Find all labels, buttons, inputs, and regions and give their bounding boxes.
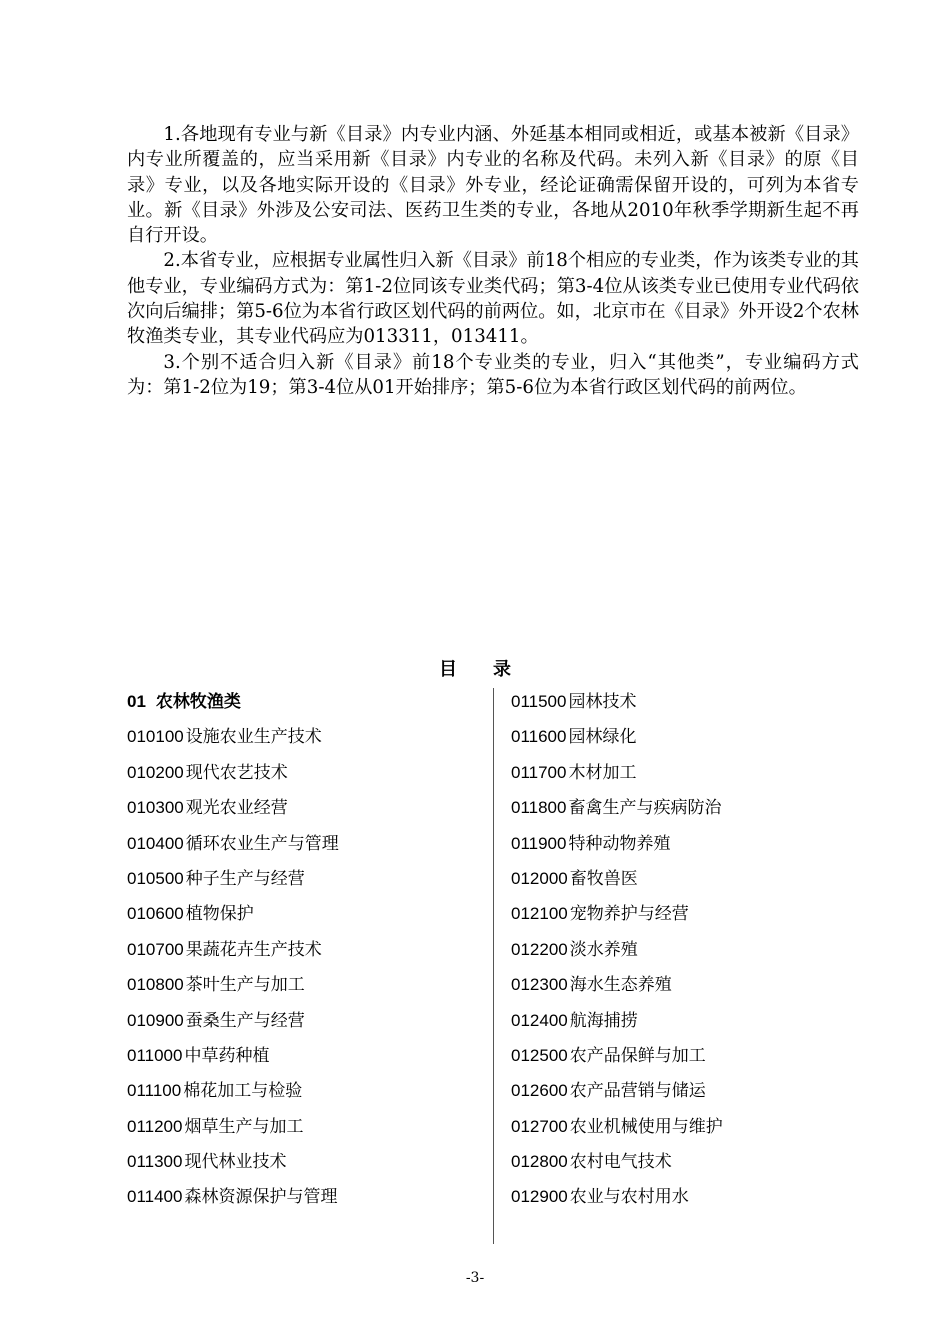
toc-entry-code: 011800	[511, 798, 567, 818]
toc-entry-name: 果蔬花卉生产技术	[185, 939, 322, 959]
toc-entry-code: 012900	[511, 1187, 568, 1207]
toc-entry-name: 农业机械使用与维护	[569, 1116, 723, 1136]
toc-entry	[511, 1113, 871, 1148]
toc-entry-name: 农产品营销与储运	[569, 1081, 706, 1101]
toc-entry	[511, 794, 871, 829]
toc-entry-name: 特种动物养殖	[568, 833, 671, 853]
toc-entry-code: 012000	[511, 868, 568, 888]
toc-entry-name: 畜禽生产与疾病防治	[568, 798, 722, 818]
toc-entry-name: 宠物养护与经营	[569, 904, 689, 924]
toc-entry	[511, 865, 871, 900]
toc-entry-code: 011700	[511, 762, 567, 782]
toc-entry	[127, 1148, 477, 1183]
column-divider	[493, 688, 494, 1244]
toc-entry	[127, 865, 477, 900]
toc-entry-name: 畜牧兽医	[569, 868, 638, 888]
toc-entry-name: 设施农业生产技术	[185, 727, 322, 747]
toc-entry	[127, 936, 477, 971]
toc-entry-name: 烟草生产与加工	[184, 1116, 304, 1136]
toc-entry-name: 农林牧渔类	[155, 692, 241, 711]
toc-entry-name: 茶叶生产与加工	[185, 975, 305, 995]
toc-entry-name: 农业与农村用水	[569, 1187, 689, 1207]
toc-entry-code: 011100	[127, 1081, 182, 1101]
toc-entry-name: 蚕桑生产与经营	[185, 1010, 305, 1030]
toc-entry-name: 园林绿化	[568, 727, 637, 747]
toc-entry-name: 木材加工	[568, 762, 637, 782]
toc-entry-name: 园林技术	[568, 692, 637, 711]
toc-entry-code: 012200	[511, 939, 568, 959]
toc-entry-code: 010600	[127, 904, 184, 924]
toc-entry-code: 010400	[127, 833, 184, 853]
toc-entry-code: 012100	[511, 904, 568, 924]
toc-category-heading	[127, 688, 477, 723]
toc-entry-name: 中草药种植	[184, 1045, 270, 1065]
toc-entry-code: 012400	[511, 1010, 568, 1030]
toc-entry-name: 农产品保鲜与加工	[569, 1045, 706, 1065]
toc-entry-code: 012800	[511, 1152, 568, 1172]
toc-entry-name: 淡水养殖	[569, 939, 638, 959]
toc-entry-code: 010300	[127, 798, 184, 818]
toc-entry	[511, 1077, 871, 1112]
toc-entry-code: 010500	[127, 868, 184, 888]
toc-entry-name: 观光农业经营	[185, 798, 288, 818]
toc-left-column	[127, 688, 477, 1219]
toc-entry	[511, 971, 871, 1006]
toc-entry	[511, 1042, 871, 1077]
toc-entry	[511, 900, 871, 935]
toc-entry-code: 012600	[511, 1081, 568, 1101]
page-number: -3-	[465, 1270, 485, 1286]
toc-entry-name: 海水生态养殖	[569, 975, 672, 995]
toc-entry	[127, 971, 477, 1006]
toc-entry-name: 种子生产与经营	[185, 868, 305, 888]
toc-entry	[127, 1113, 477, 1148]
toc-entry	[127, 830, 477, 865]
note-paragraph: 2.本省专业，应根据专业属性归入新《目录》前18个相应的专业类，作为该类专业的其他专业，专业编码方式为：第1-2位同该专业类代码；第3-4位从该类专业已使用专业代码依次向后编排；第5-6位为本省行政区划代码的前两位。如，北京市在《目录》外开设2个农林牧渔类专业，其专业代码应为013311，013411。	[127, 250, 859, 348]
toc-entry	[127, 759, 477, 794]
toc-entry	[511, 936, 871, 971]
toc-entry-name: 航海捕捞	[569, 1010, 638, 1030]
toc-entry-code: 011000	[127, 1045, 183, 1065]
toc-entry	[127, 900, 477, 935]
toc-entry-name: 植物保护	[185, 904, 254, 924]
toc-entry-name: 现代农艺技术	[185, 762, 288, 782]
note-paragraph: 3.个别不适合归入新《目录》前18个专业类的专业，归入“其他类”，专业编码方式为：第1-2位为19；第3-4位从01开始排序；第5-6位为本省行政区划代码的前两位。	[127, 351, 859, 398]
toc-entry	[511, 688, 871, 723]
toc-entry	[127, 794, 477, 829]
toc-entry	[127, 1077, 477, 1112]
toc-entry-code: 012500	[511, 1045, 568, 1065]
toc-entry	[511, 1148, 871, 1183]
note-paragraph: 1.各地现有专业与新《目录》内专业内涵、外延基本相同或相近，或基本被新《目录》内专业所覆盖的，应当采用新《目录》内专业的名称及代码。未列入新《目录》的原《目录》专业，以及各地实际开设的《目录》外专业，经论证确需保留开设的，可列为本省专业。新《目录》外涉及公安司法、医药卫生类的专业，各地从2010年秋季学期新生起不再自行开设。	[127, 124, 859, 247]
toc-entry-name: 现代林业技术	[184, 1152, 287, 1172]
toc-entry	[511, 830, 871, 865]
toc-entry-code: 011200	[127, 1116, 183, 1136]
toc-entry-code: 010100	[127, 727, 184, 747]
toc-entry-code: 010800	[127, 975, 184, 995]
toc-entry-code: 012300	[511, 975, 568, 995]
toc-entry-code: 010200	[127, 762, 184, 782]
toc-entry-name: 循环农业生产与管理	[185, 833, 339, 853]
toc-entry-code: 011500	[511, 692, 567, 711]
toc-entry	[127, 1042, 477, 1077]
toc-entry	[511, 759, 871, 794]
toc-entry-code: 011400	[127, 1187, 183, 1207]
toc-entry-code: 010900	[127, 1010, 184, 1030]
toc-entry-name: 农村电气技术	[569, 1152, 672, 1172]
toc-entry-code: 011600	[511, 727, 567, 747]
toc-entry	[127, 723, 477, 758]
toc-entry	[511, 1183, 871, 1218]
toc-entry-code: 011900	[511, 833, 567, 853]
toc-entry-name: 棉花加工与检验	[183, 1081, 303, 1101]
toc-entry-name: 森林资源保护与管理	[184, 1187, 338, 1207]
toc-entry	[511, 723, 871, 758]
toc-entry	[127, 1183, 477, 1218]
toc-entry-code: 010700	[127, 939, 184, 959]
toc-right-column	[511, 688, 871, 1219]
notes-section	[127, 122, 859, 400]
toc-entry	[511, 1007, 871, 1042]
toc-entry-code: 01	[127, 692, 146, 711]
toc-entry	[127, 1007, 477, 1042]
toc-title: 目录	[439, 659, 547, 680]
toc-entry-code: 011300	[127, 1152, 183, 1172]
toc-entry-code: 012700	[511, 1116, 568, 1136]
